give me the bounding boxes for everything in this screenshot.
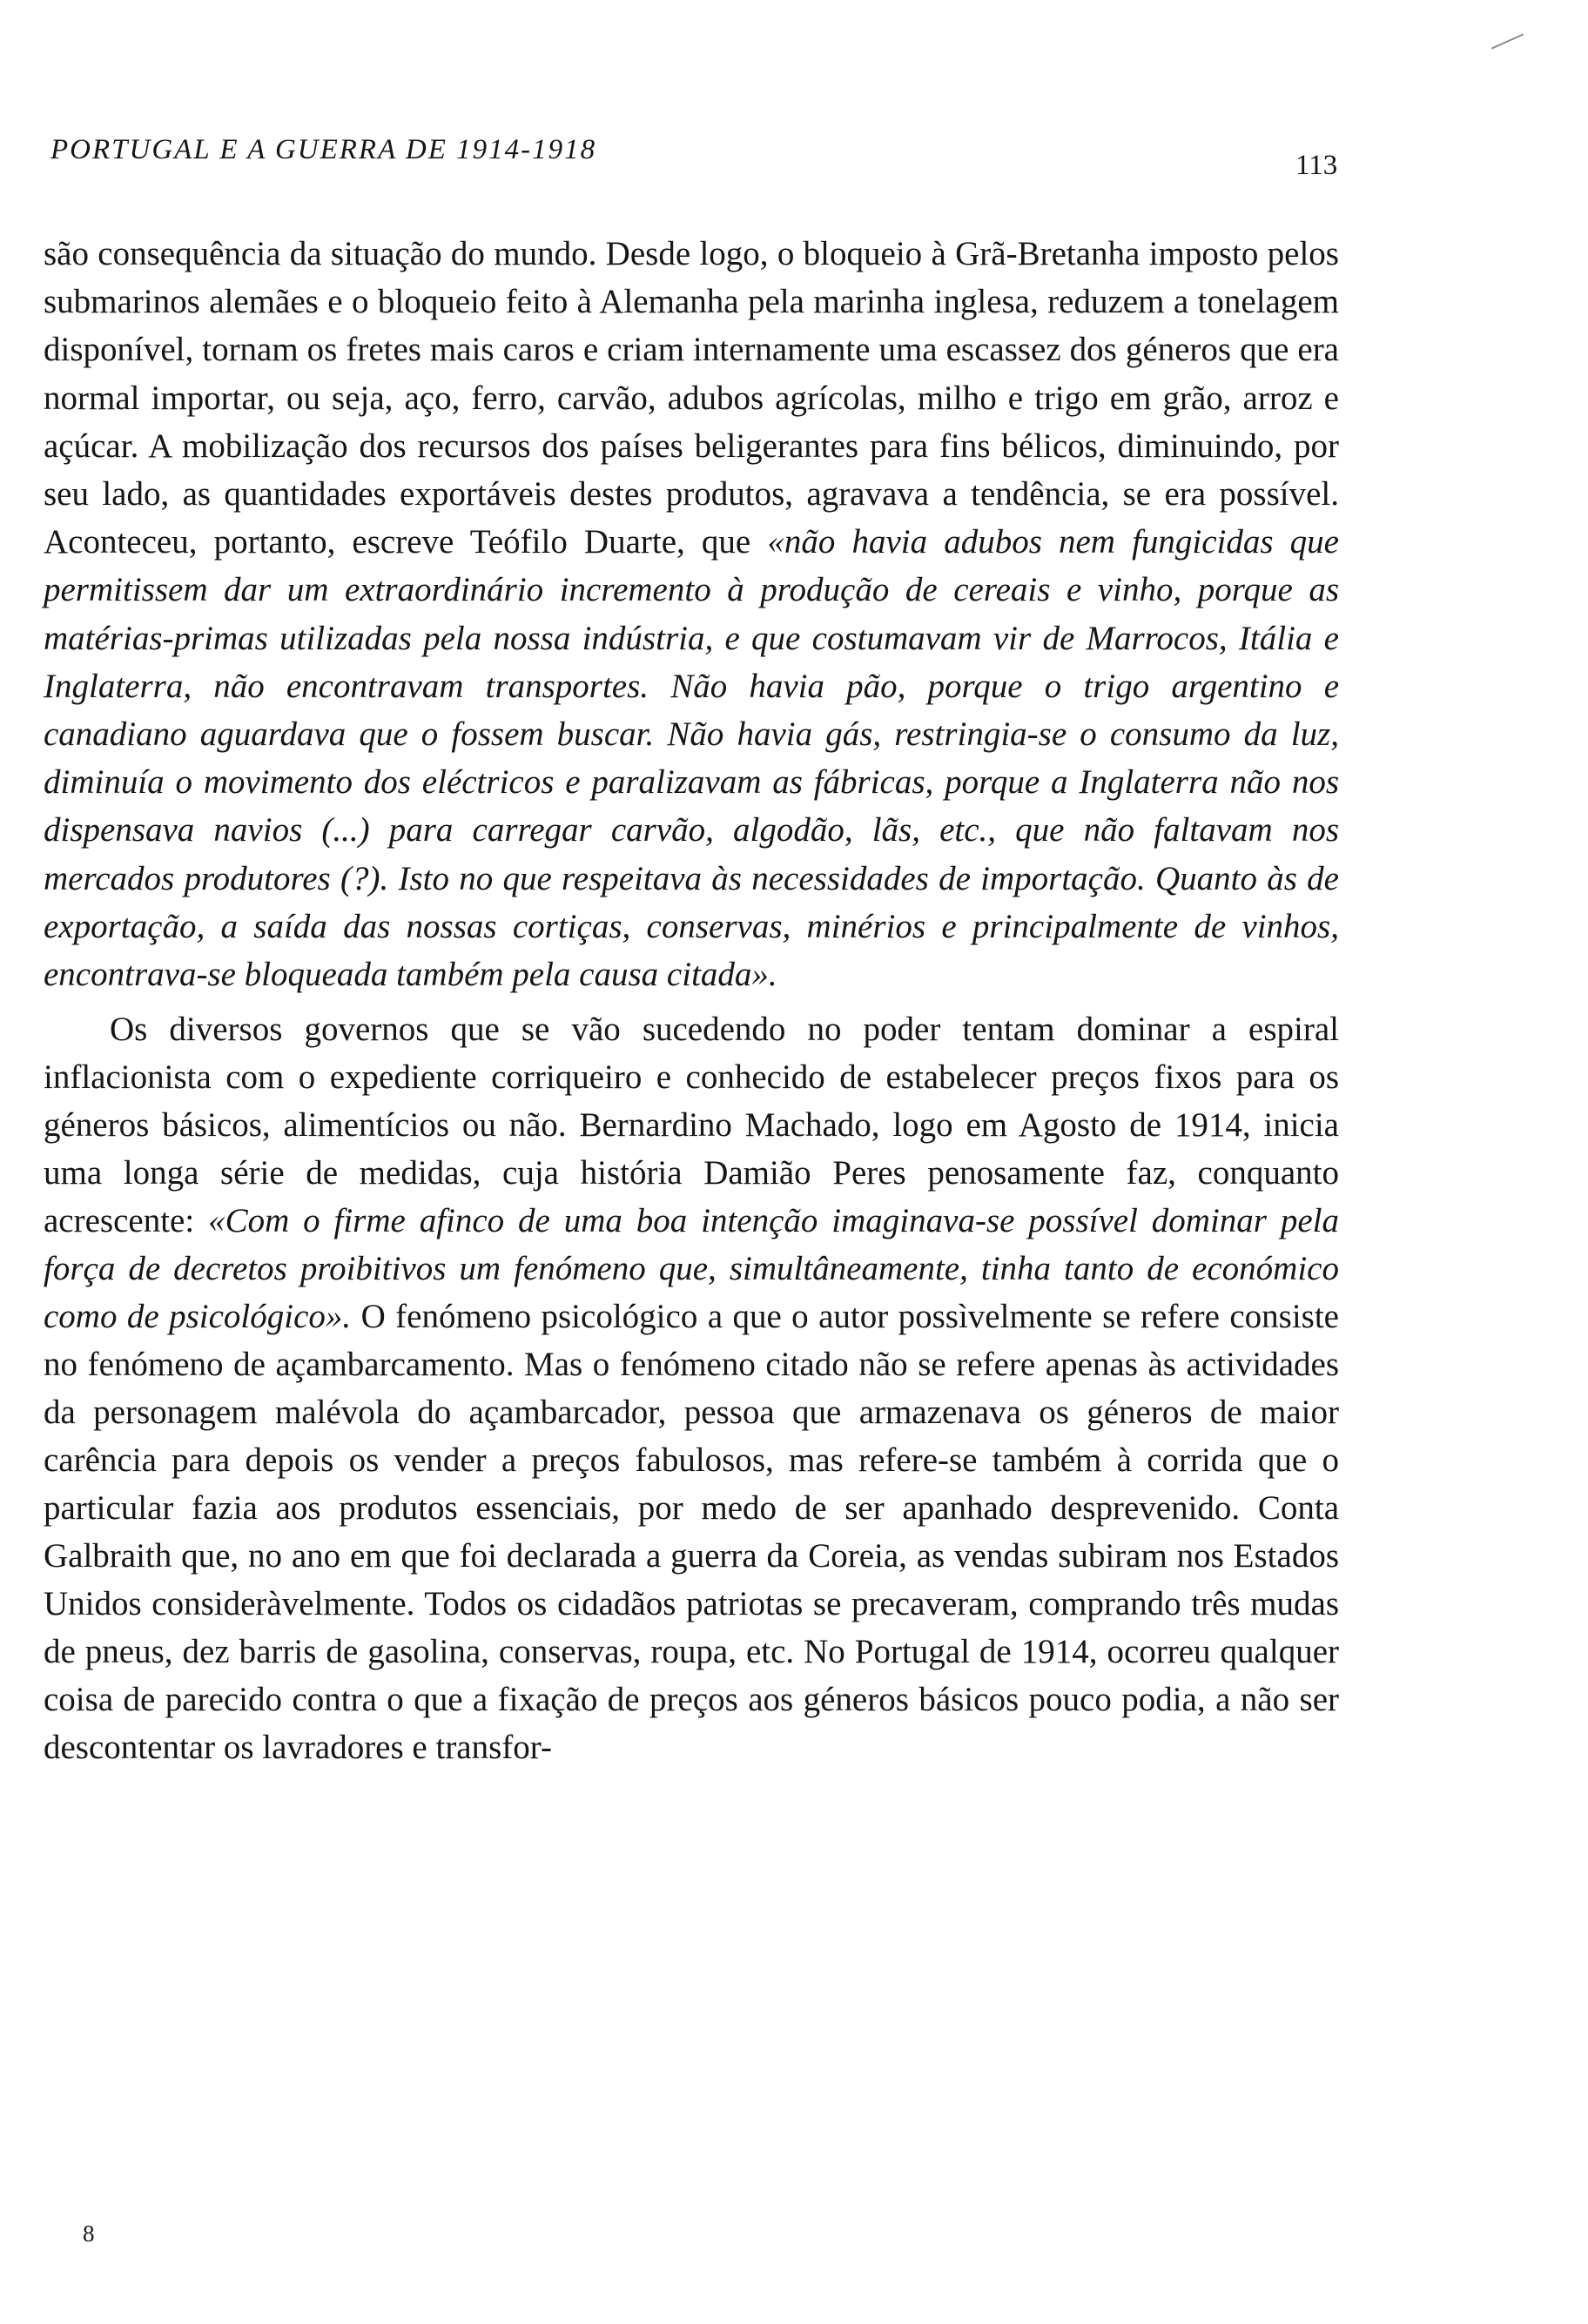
page-number: 113 bbox=[1295, 150, 1338, 181]
body-text bbox=[44, 230, 1339, 1771]
paragraph-2 bbox=[44, 1005, 1339, 1771]
text-run: Os diversos governos que se vão sucedendo no poder tentam dominar a espiral inflacionista com o expediente corriqueiro e conhecido de estabelecer preços fixos para os géneros básicos, alimentícios ou não. Bernardino Machado, logo em Agosto de 1914, inicia uma longa série de medidas, cuja história Damião Peres penosamente faz, conquanto acrescente: bbox=[44, 1011, 1339, 1240]
text-run: O fenómeno psicológico a que o autor possìvelmente se refere consiste no fenómeno de açambarcamento. Mas o fenómeno citado não se refere apenas às actividades da personagem malévola do açambarcador, pessoa que armazenava os géneros de maior carência para depois os vender a preços fabulosos, mas refere-se também à corrida que o particular fazia aos produtos essenciais, por medo de ser apanhado desprevenido. Conta Galbraith que, no ano em que foi declarada a guerra da Coreia, as vendas subiram nos Estados Unidos consideràvelmente. Todos os cidadãos patriotas se precaveram, comprando três mudas de pneus, dez barris de gasolina, conservas, roupa, etc. No Portugal de 1914, ocorreu qualquer coisa de parecido contra o que a fixação de preços aos géneros básicos pouco podia, a não ser descontentar os lavradores e transfor- bbox=[44, 1298, 1339, 1767]
text-run: são consequência da situação do mundo. Desde logo, o bloqueio à Grã-Bretanha imposto pelos submarinos alemães e o bloqueio feito à Alemanha pela marinha inglesa, reduzem a tonelagem disponível, tornam os fretes mais caros e criam internamente uma escassez dos géneros que era normal importar, ou seja, aço, ferro, carvão, adubos agrícolas, milho e trigo em grão, arroz e açúcar. A mobilização dos recursos dos países beligerantes para fins bélicos, diminuindo, por seu lado, as quantidades exportáveis destes produtos, agravava a tendência, se era possível. Aconteceu, portanto, escreve Teófilo Duarte, que bbox=[44, 235, 1339, 561]
corner-pencil-mark bbox=[1491, 33, 1528, 58]
signature-mark: 8 bbox=[83, 2220, 95, 2247]
quotation-run: «não havia adubos nem fungicidas que permitissem dar um extraordinário incremento à produção de cereais e vinho, porque as matérias-primas utilizadas pela nossa indústria, e que costumavam vir de Marrocos, Itália e Inglaterra, não encontravam transportes. Não havia pão, porque o trigo argentino e canadiano aguardava que o fossem buscar. Não havia gás, restringia-se o consumo da luz, diminuía o movimento dos eléctricos e paralizavam as fábricas, porque a Inglaterra não nos dispensava navios (...) para carregar carvão, algodão, lãs, etc., que não faltavam nos mercados produtores (?). Isto no que respeitava às necessidades de importação. Quanto às de exportação, a saída das nossas cortiças, conservas, minérios e principalmente de vinhos, encontrava-se bloqueada também pela causa citada». bbox=[44, 523, 1339, 994]
paragraph-1 bbox=[44, 230, 1339, 998]
running-title: PORTUGAL E A GUERRA DE 1914-1918 bbox=[50, 134, 597, 165]
quotation-run: «Com o firme afinco de uma boa intenção imaginava-se possível dominar pela força de decretos proibitivos um fenómeno que, simultâneamente, tinha tanto de económico como de psicológico». bbox=[44, 1202, 1339, 1336]
